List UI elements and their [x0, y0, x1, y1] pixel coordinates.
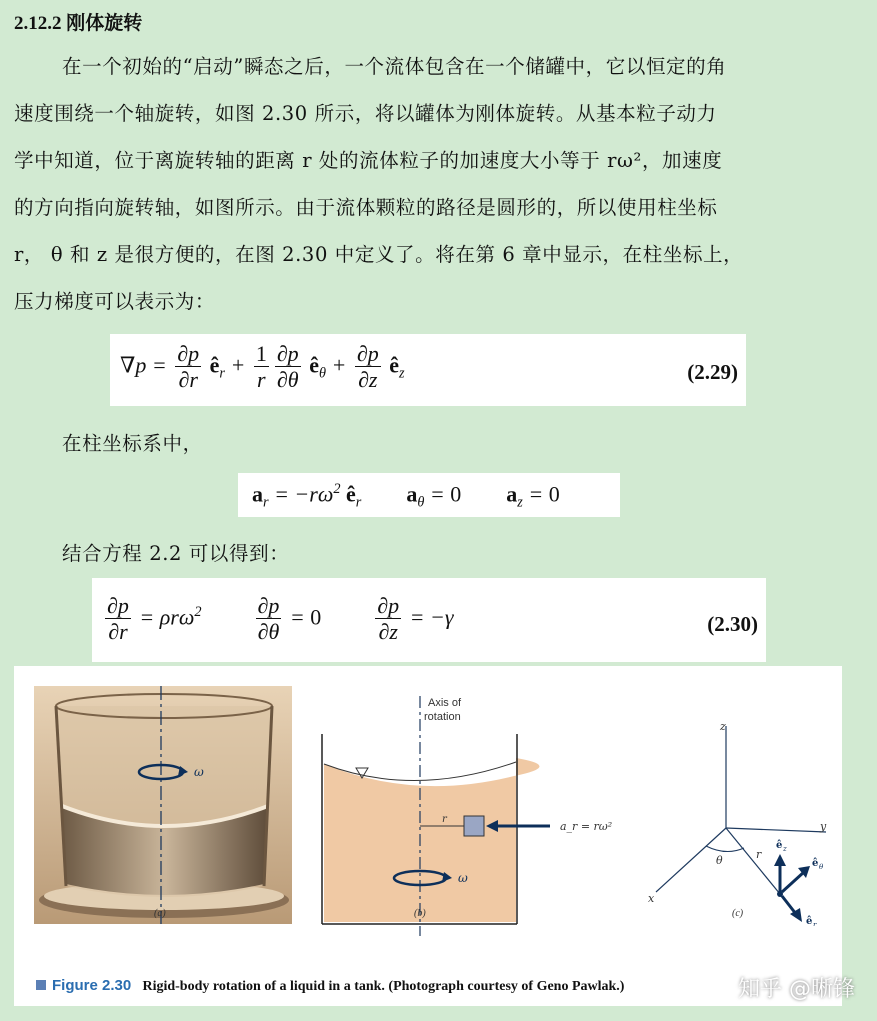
- r-label: r: [442, 814, 447, 825]
- text-cylindrical: 在柱坐标系中，: [62, 432, 203, 455]
- figure-caption: [36, 977, 624, 995]
- axis-y: y: [820, 820, 827, 833]
- photo-rotating-glass: [34, 686, 292, 924]
- paragraph-line: r， θ 和 z 是很方便的，在图 2.30 中定义了。将在第 6 章中显示，在柱坐标上，: [14, 243, 744, 266]
- label-c: (c): [732, 908, 744, 919]
- equation-2-29: ∇p = $\frac{\partial p}{\partial r}$ $ê_r$ + $\frac{1}{r}$ $\frac{\partial p}{\partial\theta}$ $ê_\theta$ + $\frac{\partial p}{\partial z}$ $ê_z$ (2.29): [110, 334, 746, 406]
- watermark: 知乎 @晰锋: [738, 977, 855, 1002]
- caption-text: Rigid-body rotation of a liquid in a tank. (Photograph courtesy of Geno Pawlak.): [142, 979, 625, 994]
- coordinate-diagram: [634, 706, 834, 926]
- omega-label: ω: [194, 765, 204, 779]
- axis-x: x: [648, 892, 655, 905]
- axis-label-2: rotation: [424, 711, 461, 723]
- figure-2-30: [14, 666, 842, 1006]
- svg-text:ê: ê: [806, 916, 813, 926]
- paragraph-line: 在一个初始的“启动”瞬态之后，一个流体包含在一个储罐中，它以恒定的角: [62, 55, 727, 78]
- caption-label: Figure 2.30: [52, 977, 132, 994]
- paragraph-intro: [14, 43, 866, 325]
- svg-text:θ: θ: [819, 863, 824, 871]
- svg-text:ê: ê: [812, 858, 819, 869]
- accel-label: a_r = rω²: [560, 820, 613, 833]
- svg-text:r: r: [813, 921, 817, 926]
- theta-label: θ: [716, 854, 723, 867]
- r-coord-label: r: [756, 848, 762, 861]
- svg-text:z: z: [783, 845, 787, 853]
- omega-label-b: ω: [458, 871, 468, 885]
- label-b: (b): [414, 908, 426, 919]
- paragraph-line: 的方向指向旋转轴，如图所示。由于流体颗粒的路径是圆形的，所以使用柱坐标: [14, 196, 718, 219]
- svg-text:ê: ê: [776, 840, 783, 851]
- equation-number: (2.30): [707, 612, 758, 636]
- equation-2-30: $\frac{\partial p}{\partial r}$ = ρrω$^2$ $\frac{\partial p}{\partial\theta}$ = 0 $\frac{\partial p}{\partial z}$ = −γ (2.30): [92, 578, 766, 662]
- paragraph-line: 学中知道，位于离旋转轴的距离 r 处的流体粒子的加速度大小等于 rω²，加速度: [14, 149, 723, 172]
- label-a: (a): [154, 908, 166, 919]
- tank-diagram: [314, 686, 634, 936]
- equation-acceleration: $a_r = -r\omega^2$ $ê_r$ $a_\theta = 0$ $a_z = 0$: [238, 473, 620, 517]
- axis-z: z: [720, 720, 726, 733]
- text-combine: 结合方程 2.2 可以得到：: [62, 542, 290, 565]
- paragraph-line: 压力梯度可以表示为：: [14, 290, 216, 313]
- section-heading: 2.12.2 刚体旋转: [14, 13, 143, 34]
- paragraph-line: 速度围绕一个轴旋转，如图 2.30 所示，将以罐体为刚体旋转。从基本粒子动力: [14, 102, 717, 125]
- caption-square-icon: [36, 980, 46, 990]
- axis-label-1: Axis of: [428, 697, 462, 709]
- equation-number: (2.29): [687, 360, 738, 384]
